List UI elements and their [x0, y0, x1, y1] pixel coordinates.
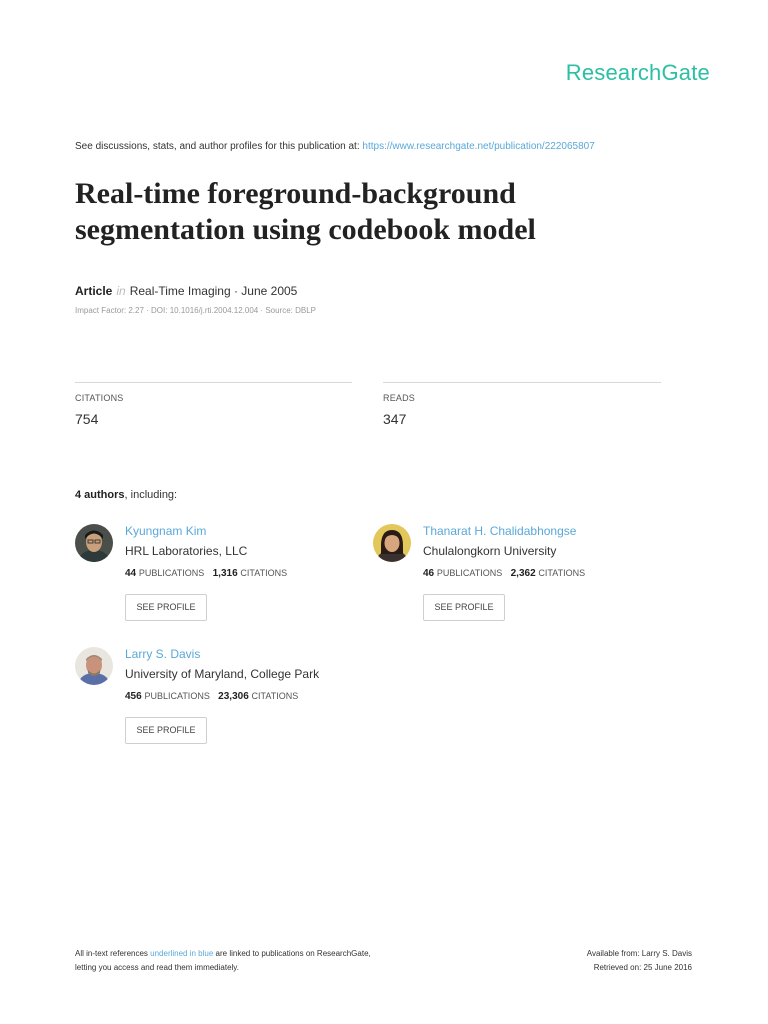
- publication-link[interactable]: https://www.researchgate.net/publication/222065807: [362, 141, 595, 152]
- authors-heading-rest: , including:: [124, 489, 178, 501]
- author-name[interactable]: Thanarat H. Chalidabhongse: [423, 524, 577, 538]
- author-institution: Chulalongkorn University: [423, 544, 557, 558]
- researchgate-logo: ResearchGate: [565, 60, 710, 85]
- citations-label: CITATIONS: [240, 568, 288, 578]
- author-counts: [125, 568, 287, 579]
- authors-heading: [75, 489, 177, 501]
- avatar[interactable]: [75, 647, 113, 685]
- publication-details: Impact Factor: 2.27 · DOI: 10.1016/j.rti.2004.12.004 · Source: DBLP: [75, 306, 317, 315]
- author-name[interactable]: Kyungnam Kim: [125, 524, 207, 538]
- publications-count: 46: [423, 568, 435, 579]
- footer-note: [75, 947, 371, 975]
- underlined-in-blue-text: underlined in blue: [150, 949, 214, 958]
- reads-stat: [383, 382, 661, 427]
- authors-count: 4 authors: [75, 489, 125, 501]
- footer-text-c: are linked to publications on ResearchGate,: [213, 949, 371, 958]
- reads-label: READS: [383, 393, 416, 403]
- citations-label: CITATIONS: [538, 568, 586, 578]
- author-name[interactable]: Larry S. Davis: [125, 647, 201, 661]
- citations-label: CITATIONS: [251, 691, 299, 701]
- footer-text-a: All in-text references: [75, 949, 151, 958]
- journal-date[interactable]: Real-Time Imaging · June 2005: [129, 284, 298, 298]
- author-counts: [125, 691, 298, 702]
- footer-line-1: [75, 947, 371, 961]
- citations-count: 2,362: [510, 568, 536, 579]
- citations-stat: [75, 382, 352, 427]
- publications-label: PUBLICATIONS: [436, 568, 503, 578]
- reads-value: 347: [383, 411, 407, 427]
- avatar[interactable]: [75, 524, 113, 562]
- publications-label: PUBLICATIONS: [144, 691, 210, 701]
- discussion-notice: [75, 141, 595, 152]
- footer-availability: [587, 947, 692, 975]
- publication-title: Real-time foreground-background segmentation using codebook model: [75, 177, 536, 246]
- avatar[interactable]: [373, 524, 411, 562]
- publications-count: 456: [125, 691, 142, 702]
- citations-count: 23,306: [218, 691, 249, 702]
- publication-type: Article: [75, 284, 113, 298]
- available-from: Available from: Larry S. Davis: [586, 949, 692, 958]
- footer-line-2: letting you access and read them immediately.: [75, 963, 239, 972]
- see-profile-button[interactable]: SEE PROFILE: [125, 717, 207, 744]
- discussion-text: See discussions, stats, and author profiles for this publication at:: [75, 141, 363, 152]
- see-profile-button[interactable]: SEE PROFILE: [125, 594, 207, 621]
- in-label: in: [116, 284, 126, 298]
- see-profile-button[interactable]: SEE PROFILE: [423, 594, 505, 621]
- publications-label: PUBLICATIONS: [138, 568, 205, 578]
- author-institution: University of Maryland, College Park: [125, 667, 320, 681]
- citations-label: CITATIONS: [75, 393, 124, 403]
- publications-count: 44: [125, 568, 137, 579]
- citations-value: 754: [75, 411, 99, 427]
- publication-meta: [75, 284, 297, 298]
- retrieved-on: Retrieved on: 25 June 2016: [593, 963, 692, 972]
- author-counts: [423, 568, 585, 579]
- author-institution: HRL Laboratories, LLC: [125, 544, 248, 558]
- citations-count: 1,316: [212, 568, 238, 579]
